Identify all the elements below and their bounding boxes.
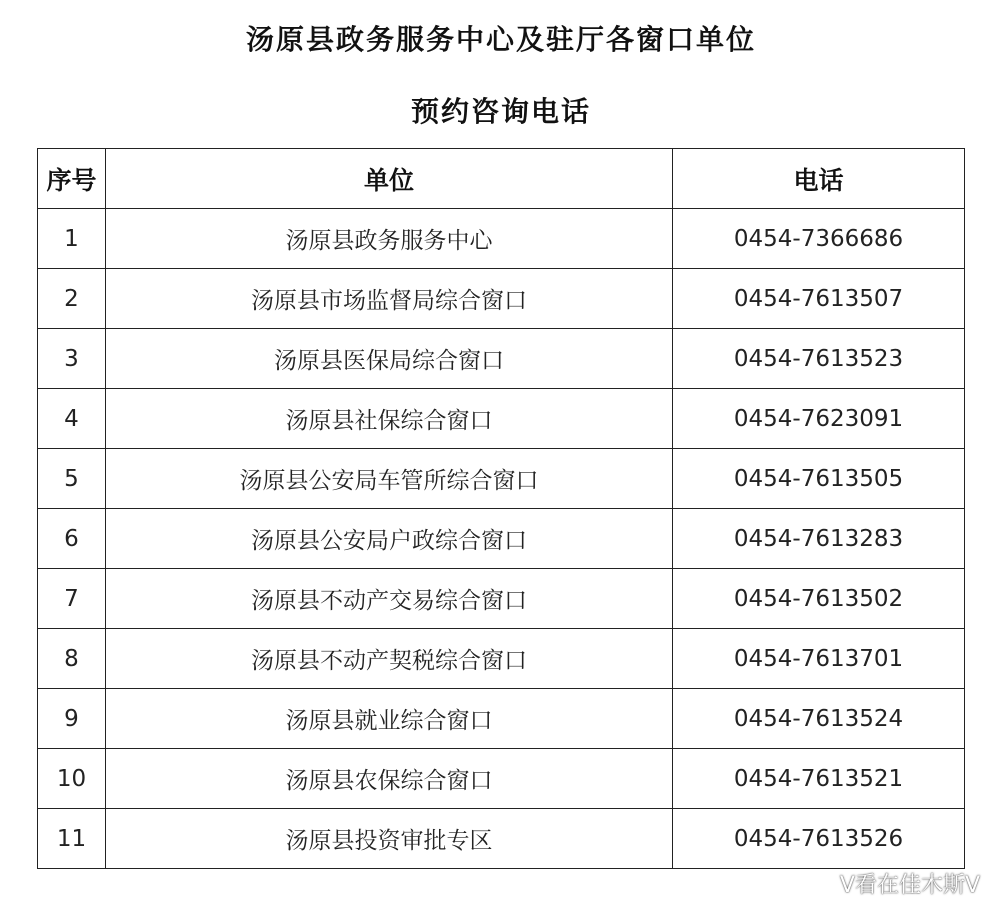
table-row bbox=[38, 509, 965, 569]
row-unit: 汤原县公安局车管所综合窗口 bbox=[106, 449, 673, 509]
row-phone: 0454-7613526 bbox=[673, 809, 965, 869]
table-row bbox=[38, 269, 965, 329]
row-phone: 0454-7613283 bbox=[673, 509, 965, 569]
row-unit: 汤原县就业综合窗口 bbox=[106, 689, 673, 749]
table-row bbox=[38, 569, 965, 629]
row-no: 5 bbox=[38, 449, 106, 509]
row-no: 10 bbox=[38, 749, 106, 809]
table-row bbox=[38, 329, 965, 389]
row-no: 9 bbox=[38, 689, 106, 749]
page-subtitle: 预约咨询电话 bbox=[410, 95, 591, 128]
row-unit: 汤原县政务服务中心 bbox=[106, 209, 673, 269]
header-unit: 单位 bbox=[106, 149, 673, 209]
table-row bbox=[38, 689, 965, 749]
table-row bbox=[38, 389, 965, 449]
row-no: 3 bbox=[38, 329, 106, 389]
row-no: 11 bbox=[38, 809, 106, 869]
table-row bbox=[38, 449, 965, 509]
row-no: 4 bbox=[38, 389, 106, 449]
table-row bbox=[38, 209, 965, 269]
row-phone: 0454-7613505 bbox=[673, 449, 965, 509]
row-unit: 汤原县市场监督局综合窗口 bbox=[106, 269, 673, 329]
row-phone: 0454-7613523 bbox=[673, 329, 965, 389]
row-phone: 0454-7623091 bbox=[673, 389, 965, 449]
row-unit: 汤原县不动产契税综合窗口 bbox=[106, 629, 673, 689]
row-phone: 0454-7613701 bbox=[673, 629, 965, 689]
row-no: 8 bbox=[38, 629, 106, 689]
page-title: 汤原县政务服务中心及驻厅各窗口单位 bbox=[245, 23, 756, 56]
row-no: 1 bbox=[38, 209, 106, 269]
table-header-row bbox=[38, 149, 965, 209]
row-phone: 0454-7613524 bbox=[673, 689, 965, 749]
table-row bbox=[38, 629, 965, 689]
row-unit: 汤原县社保综合窗口 bbox=[106, 389, 673, 449]
row-no: 6 bbox=[38, 509, 106, 569]
phone-table bbox=[37, 148, 965, 869]
row-unit: 汤原县投资审批专区 bbox=[106, 809, 673, 869]
row-phone: 0454-7613502 bbox=[673, 569, 965, 629]
row-unit: 汤原县公安局户政综合窗口 bbox=[106, 509, 673, 569]
row-phone: 0454-7613521 bbox=[673, 749, 965, 809]
row-no: 7 bbox=[38, 569, 106, 629]
watermark bbox=[804, 868, 980, 899]
row-unit: 汤原县农保综合窗口 bbox=[106, 749, 673, 809]
header-no: 序号 bbox=[38, 149, 106, 209]
row-unit: 汤原县不动产交易综合窗口 bbox=[106, 569, 673, 629]
watermark-text: V看在佳木斯V bbox=[839, 873, 980, 898]
row-unit: 汤原县医保局综合窗口 bbox=[106, 329, 673, 389]
row-no: 2 bbox=[38, 269, 106, 329]
row-phone: 0454-7613507 bbox=[673, 269, 965, 329]
row-phone: 0454-7366686 bbox=[673, 209, 965, 269]
header-phone: 电话 bbox=[673, 149, 965, 209]
table-row bbox=[38, 809, 965, 869]
wechat-icon bbox=[804, 872, 834, 896]
table-row bbox=[38, 749, 965, 809]
